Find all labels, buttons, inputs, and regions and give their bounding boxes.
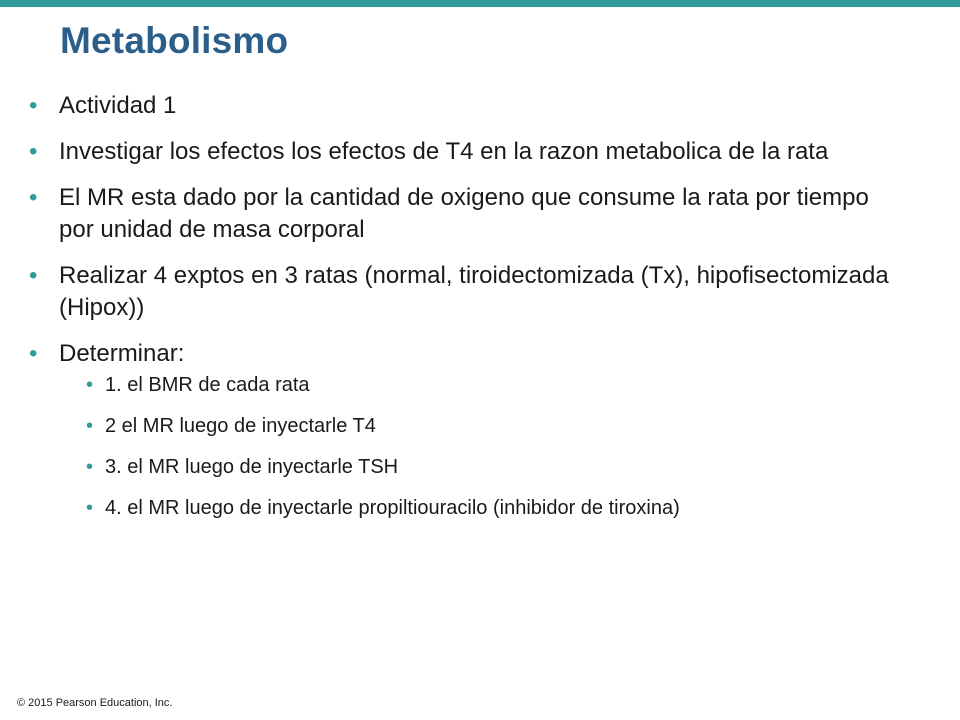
bullet-item-investigar [26, 136, 906, 168]
slide-content [26, 90, 906, 536]
sub-bullet-icon: • [86, 497, 94, 519]
bullet-item-actividad [26, 90, 906, 122]
sub-bullet-icon: • [86, 374, 94, 396]
sub-bullet-text: 1. el BMR de cada rata [105, 374, 310, 396]
bullet-item-determinar [26, 338, 906, 521]
bullet-text: El MR esta dado por la cantidad de oxigeno que consume la rata por tiempo por unidad de masa corporal [59, 184, 869, 243]
sub-bullet-item-t4 [64, 413, 906, 439]
sub-bullet-icon: • [86, 456, 94, 478]
slide-title: Metabolismo [60, 20, 289, 61]
sub-bullet-list [59, 372, 906, 521]
bullet-icon: • [29, 340, 38, 367]
bullet-text: Actividad 1 [59, 92, 177, 119]
sub-bullet-item-propiltiouracilo [64, 495, 906, 521]
sub-bullet-text: 2 el MR luego de inyectarle T4 [105, 415, 376, 437]
bullet-item-realizar [26, 260, 906, 324]
bullet-text: Investigar los efectos los efectos de T4 en la razon metabolica de la rata [59, 138, 829, 165]
sub-bullet-icon: • [86, 415, 94, 437]
sub-bullet-item-tsh [64, 454, 906, 480]
copyright-notice: © 2015 Pearson Education, Inc. [17, 697, 173, 709]
bullet-item-mr-definition [26, 182, 906, 246]
sub-bullet-text: 3. el MR luego de inyectarle TSH [105, 456, 399, 478]
bullet-icon: • [29, 138, 38, 165]
bullet-icon: • [29, 262, 38, 289]
top-accent-bar [0, 0, 960, 7]
bullet-text: Determinar: [59, 340, 185, 367]
bullet-icon: • [29, 92, 38, 119]
sub-bullet-item-bmr [64, 372, 906, 398]
sub-bullet-text: 4. el MR luego de inyectarle propiltiouracilo (inhibidor de tiroxina) [105, 497, 680, 519]
bullet-text: Realizar 4 exptos en 3 ratas (normal, tiroidectomizada (Tx), hipofisectomizada (Hipox)) [59, 262, 889, 321]
bullet-icon: • [29, 184, 38, 211]
bullet-list [26, 90, 906, 521]
